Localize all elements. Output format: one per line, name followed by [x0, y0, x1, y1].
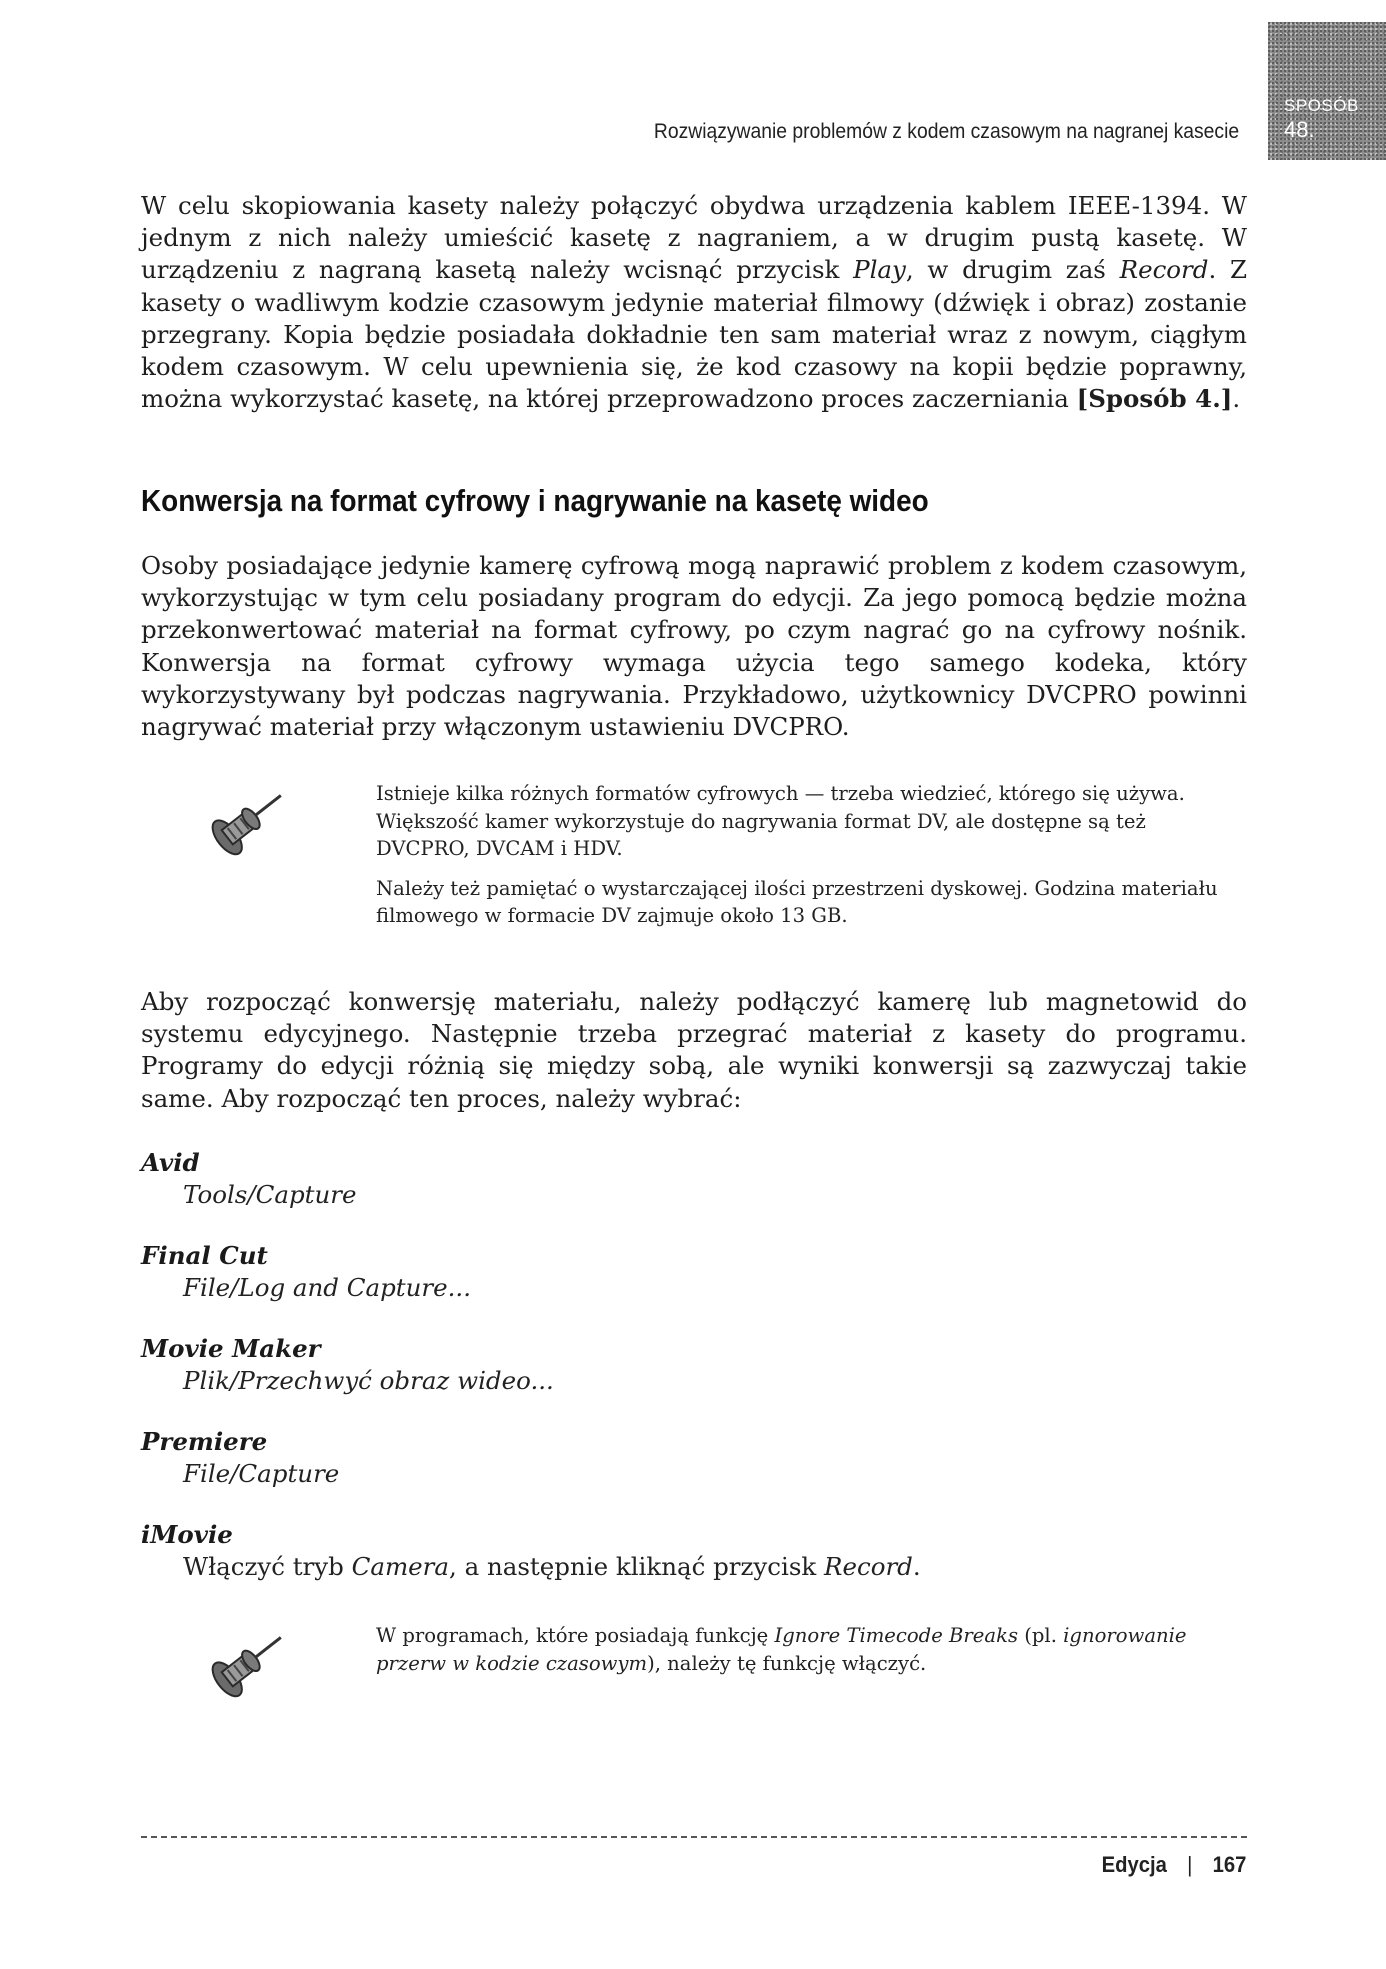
- note-paragraph: Należy też pamiętać o wystarczającej ilości przestrzeni dyskowej. Godzina materiału filmowego w formacie DV zajmuje około 13 GB.: [376, 876, 1218, 927]
- record-term: Record: [824, 1552, 913, 1581]
- text-run: , w drugim zaś: [905, 255, 1120, 285]
- note-paragraph: Istnieje kilka różnych formatów cyfrowych — trzeba wiedzieć, którego się używa. Większość kamer wykorzystuje do nagrywania format DV, ale dostępne są też DVCPRO, DVCAM i HDV.: [376, 782, 1185, 860]
- text-run: (pl.: [1018, 1624, 1064, 1647]
- footer-rule: [141, 1836, 1247, 1838]
- translation-term: ignorowanie przerw w kodzie czasowym: [376, 1624, 1187, 1675]
- app-name: Avid: [141, 1148, 200, 1177]
- menu-path: Plik/Przechwyć obraz wideo...: [183, 1366, 554, 1395]
- app-name: iMovie: [141, 1520, 233, 1549]
- pushpin-icon: [193, 780, 293, 870]
- list-item: [141, 1147, 1247, 1240]
- paragraph-start-conversion: Aby rozpocząć konwersję materiału, należy podłączyć kamerę lub magnetowid do systemu edycyjnego. Następnie trzeba przegrać materiał z kasety do programu. Programy do edycji różnią się między sobą, ale wyniki konwersji są zazwyczaj takie same. Aby rozpocząć ten proces, należy wybrać:: [141, 987, 1247, 1113]
- text-run: ), należy tę funkcję włączyć.: [647, 1651, 927, 1675]
- hack-badge: [1268, 22, 1386, 160]
- page-number: 167: [1212, 1852, 1246, 1877]
- badge-label: SPOSÓB: [1284, 96, 1359, 115]
- feature-term: Ignore Timecode Breaks: [774, 1624, 1019, 1647]
- menu-path: File/Capture: [183, 1459, 340, 1488]
- badge-number: 48.: [1284, 117, 1315, 142]
- app-name: Movie Maker: [141, 1334, 321, 1363]
- running-head: Rozwiązywanie problemów z kodem czasowym na nagranej kasecie: [653, 120, 1239, 143]
- list-item: [141, 1519, 1247, 1612]
- play-term: Play: [853, 255, 906, 285]
- section-title: Konwersja na format cyfrowy i nagrywanie na kasetę wideo: [141, 483, 929, 518]
- text-run: Włączyć tryb: [183, 1552, 352, 1581]
- note-text: [376, 780, 1236, 942]
- pushpin-icon: [193, 1622, 293, 1712]
- list-item: [141, 1240, 1247, 1333]
- note-text: [376, 1622, 1236, 1689]
- note-paragraph: [376, 1622, 1236, 1677]
- page-footer: [1101, 1852, 1246, 1878]
- camera-term: Camera: [351, 1552, 449, 1581]
- cross-reference: [Sposób 4.]: [1076, 384, 1233, 414]
- menu-path: Tools/Capture: [183, 1180, 357, 1209]
- text-run: . Z kasety o wadliwym kodzie czasowym jedynie materiał filmowy (dźwięk i obraz) zostanie przegrany. Kopia będzie posiadała dokładnie ten sam materiał wraz z nowym, ciągłym kodem czasowym. W celu upewnienia się, że kod czasowy na kopii będzie poprawny, można wykorzystać kasetę, na której przeprowadzono proces zaczerniania: [141, 255, 1247, 414]
- text-run: W celu skopiowania kasety należy połączyć obydwa urządzenia kablem IEEE-1394. W jednym z nich należy umieścić kasetę z nagraniem, a w drugim pustą kasetę. W urządzeniu z nagraną kasetą należy wcisnąć przycisk: [141, 191, 1247, 285]
- paragraph-conversion: Osoby posiadające jedynie kamerę cyfrową mogą naprawić problem z kodem czasowym, wykorzystując w tym celu posiadany program do edycji. Za jego pomocą będzie można przekonwertować materiał na format cyfrowy, po czym nagrać go na cyfrowy nośnik. Konwersja na format cyfrowy wymaga użycia tego samego kodeka, który wykorzystywany był podczas nagrywania. Przykładowo, użytkownicy DVCPRO powinni nagrywać materiał przy włączonym ustawieniu DVCPRO.: [141, 551, 1247, 742]
- menu-path: [141, 1551, 1247, 1583]
- chapter-name: Edycja: [1101, 1852, 1167, 1877]
- paragraph-copy-tape: [141, 190, 1247, 415]
- text-run: .: [1232, 384, 1241, 414]
- footer-separator: |: [1186, 1852, 1192, 1877]
- text-run: W programach, które posiadają funkcję: [376, 1624, 775, 1647]
- menu-path: File/Log and Capture...: [183, 1273, 472, 1302]
- text-run: .: [912, 1552, 921, 1581]
- application-list: [141, 1147, 1247, 1612]
- text-run: , a następnie kliknąć przycisk: [449, 1552, 825, 1581]
- record-term: Record: [1119, 255, 1209, 285]
- app-name: Premiere: [141, 1427, 268, 1456]
- app-name: Final Cut: [141, 1241, 268, 1270]
- list-item: [141, 1333, 1247, 1426]
- list-item: [141, 1426, 1247, 1519]
